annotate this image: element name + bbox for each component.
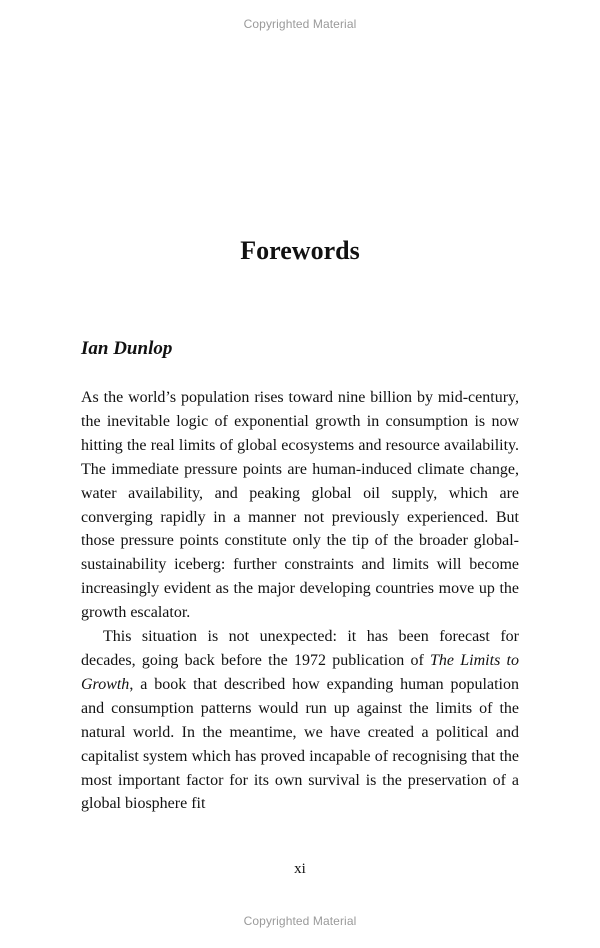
paragraph-1: As the world’s population rises toward nine billion by mid-century, the inevitable logic of exponential growth in consumption is now hitting the real limits of global ecosystems and resource availability. The immediate pressure points are human-induced climate change, water availability, and peaking global oil supply, which are converging rapidly in a manner not previously experienced. But those pressure points constitute only the tip of the broader global-sustainability iceberg: further constraints and limits will become increasingly evident as the major developing countries move up the growth escalator. [81,389,519,622]
paragraph-2-text-end: , a book that described how expanding human population and consumption patterns would run up against the limits of the natural world. In the meantime, we have created a political and capitalist system which has proved incapable of recognising that the most important factor for its own survival is the preservation of a global biosphere fit [81,675,519,813]
chapter-title: Forewords [240,236,360,265]
foreword-author: Ian Dunlop [81,338,173,359]
copyright-watermark-bottom: Copyrighted Material [243,914,357,928]
paragraph-2-text-start: This situation is not unexpected: it has been forecast for decades, going back before the 1972 publication of [81,628,519,669]
paragraph-2 [81,625,519,816]
copyright-watermark-top: Copyrighted Material [243,17,357,31]
book-title-italic: The Limits to Growth [81,651,519,693]
page-number: xi [294,861,306,877]
foreword-body [81,386,519,816]
